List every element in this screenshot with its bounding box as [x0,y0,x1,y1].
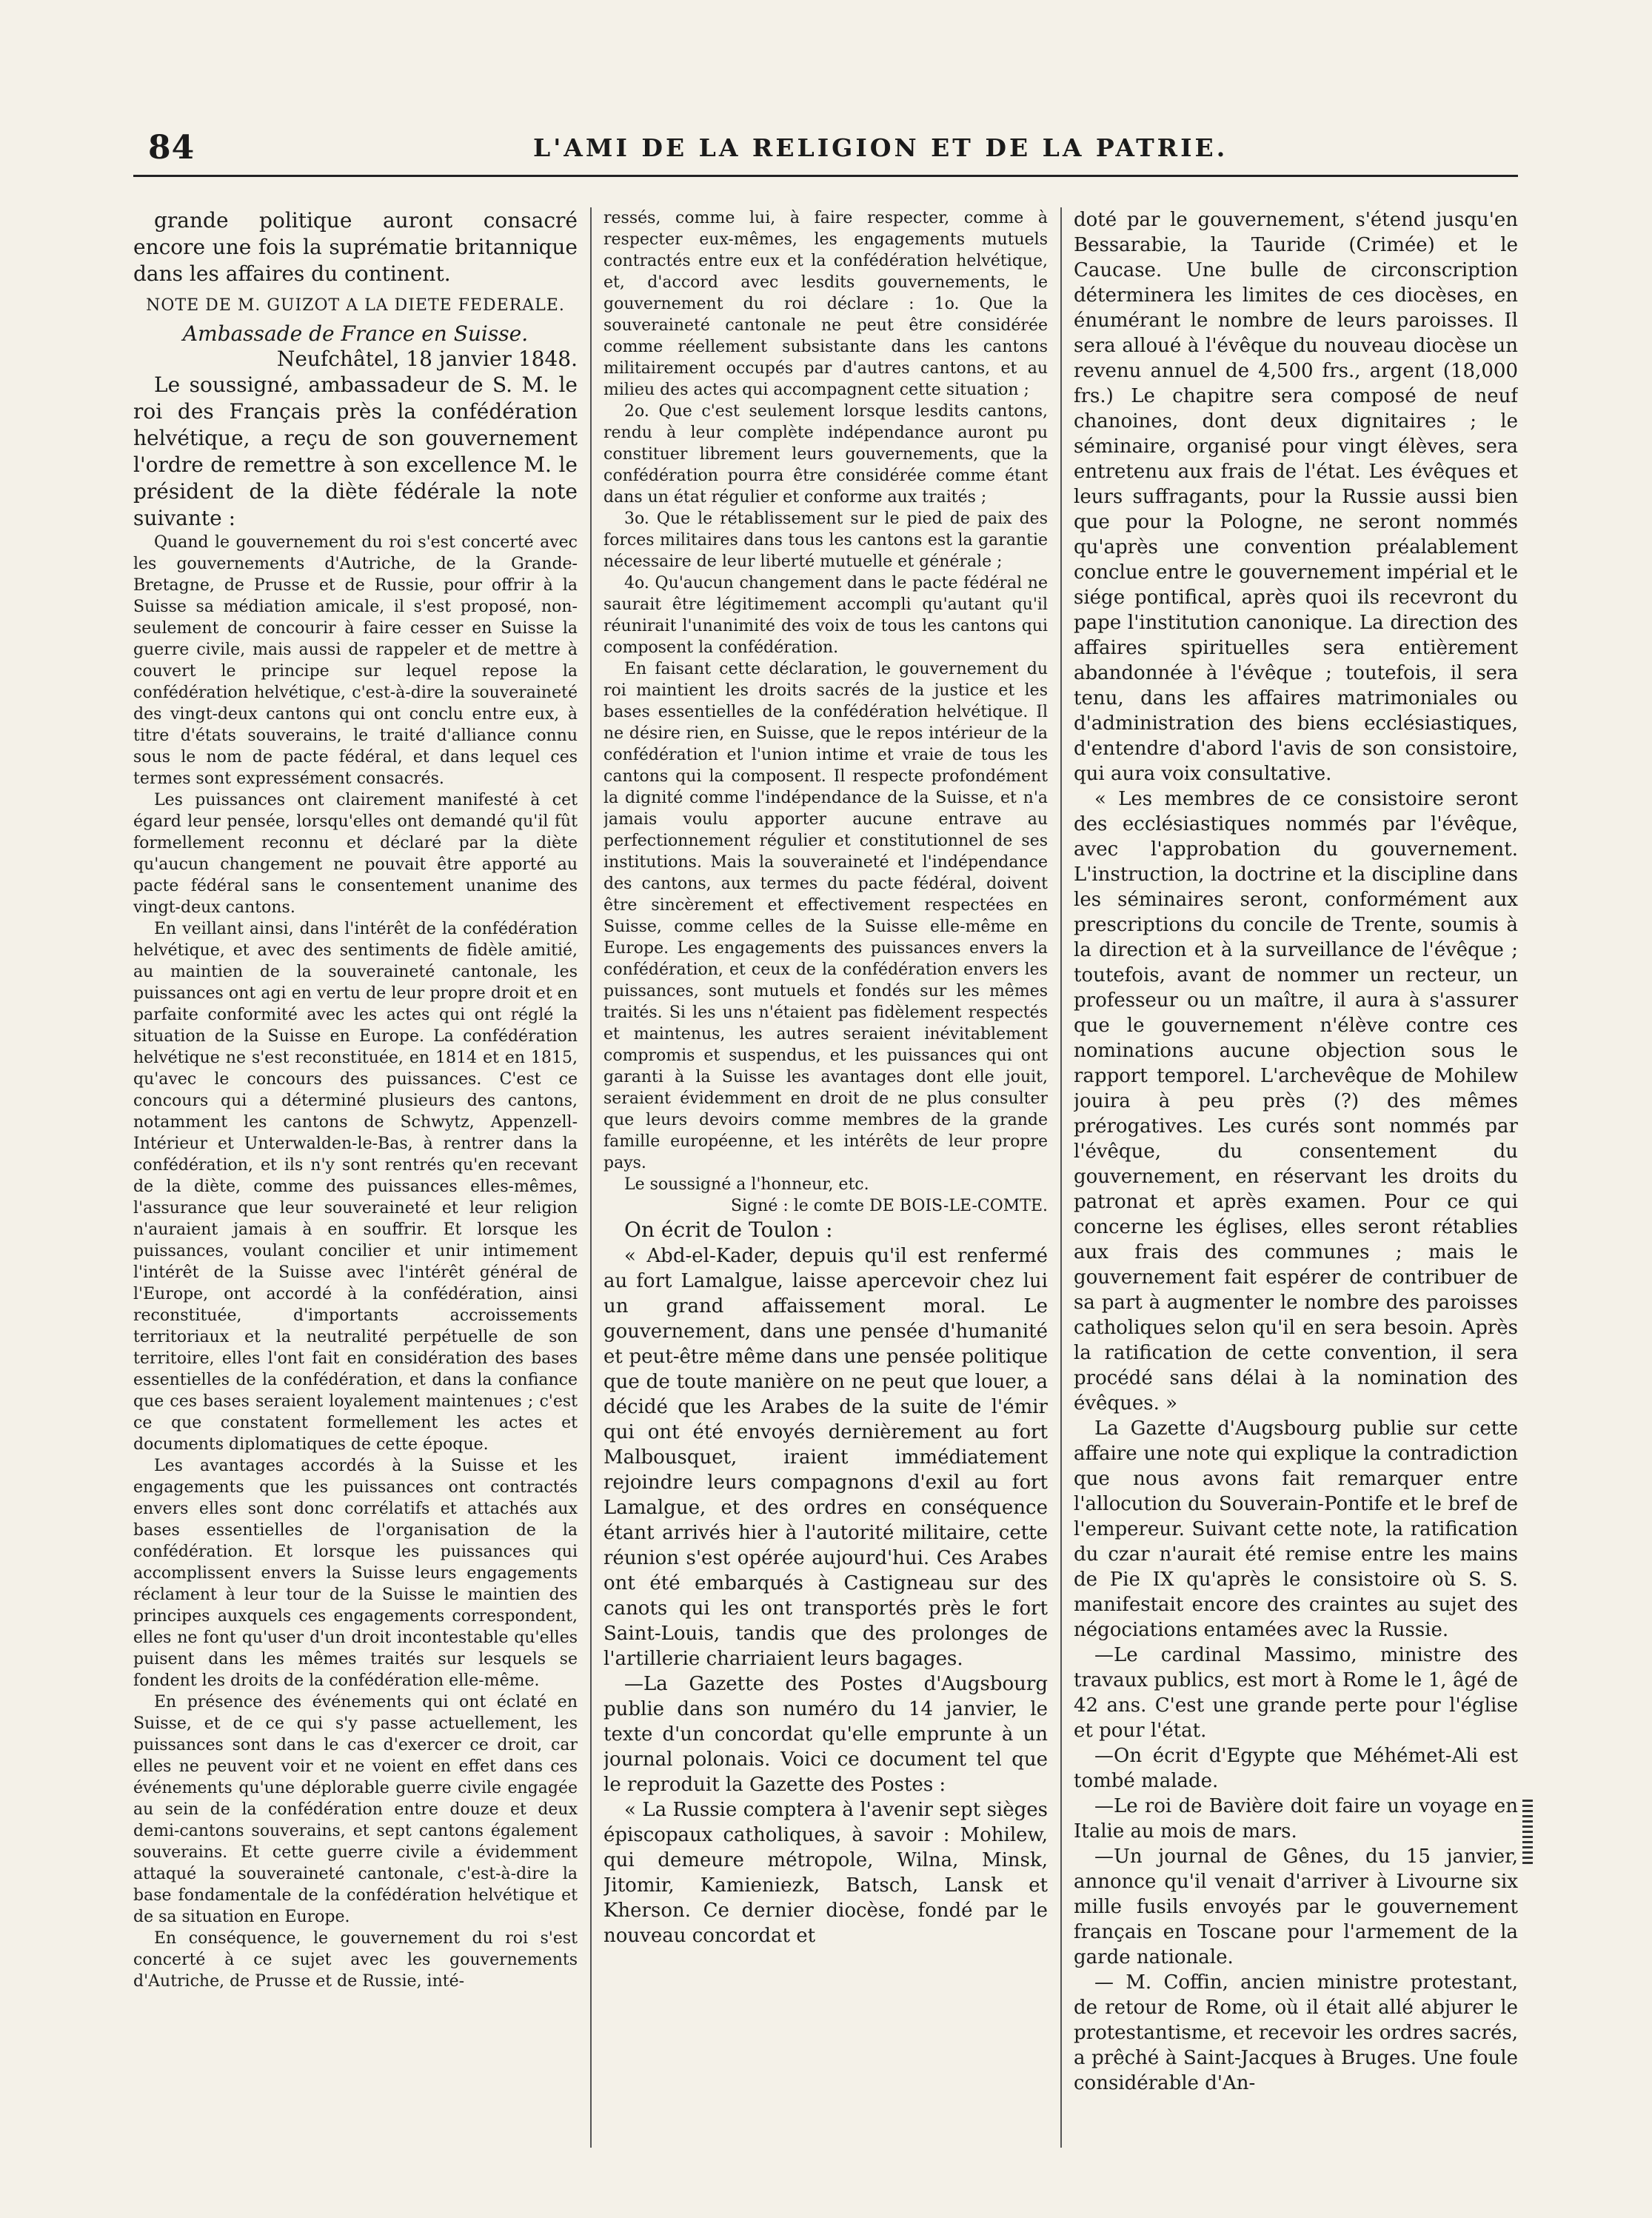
embassy-subheading: Ambassade de France en Suisse. [182,321,529,346]
margin-scan-mark [1522,1800,1533,1866]
header-rule [133,175,1518,177]
paragraph: Les puissances ont clairement manifesté à cet égard leur pensée, lorsqu'elles ont demandé qu'il fût formellement reconnu et déclaré par la diète qu'aucun changement ne pouvait être apporté au pacte fédéral sans le consentement unanime des vingt-deux cantons. [133,791,578,917]
paragraph: —Le roi de Bavière doit faire un voyage en Italie au mois de mars. [1074,1795,1518,1843]
running-title: L'AMI DE LA RELIGION ET DE LA PATRIE. [533,133,1228,162]
paragraph: Le soussigné, ambassadeur de S. M. le roi des Français près la confédération helvétique, a reçu de son gouvernement l'ordre de remettre à son excellence M. le président de la diète fédérale la note suivante : [133,373,578,530]
paragraph: « Les membres de ce consistoire seront des ecclésiastiques nommés par l'évêque, avec l'approbation du gouvernement. L'instruction, la doctrine et la discipline dans les séminaires seront, conformément aux prescriptions du concile de Trente, soumis à la direction et à la surveillance de l'évêque ; toutefois, avant de nommer un recteur, un professeur ou un maître, il aura à s'assurer que le gouvernement n'élève contre ces nominations aucune objection sous le rapport temporel. L'archevêque de Mohilew jouira à peu près (?) des mêmes prérogatives. Les curés sont nommés par l'évêque, du consentement du gouvernement, en réservant les droits du patronat et après examen. Pour ce qui concerne les églises, elles seront rétablies aux frais des communes ; mais le gouvernement fait espérer de contribuer de sa part à augmenter le nombre des paroisses catholiques selon qu'il en sera besoin. Après la ratification de cette convention, il sera procédé sans délai à la nomination des évêques. » [1074,788,1518,1414]
paragraph: ressés, comme lui, à faire respecter, comme à respecter eux-mêmes, les engagements mutuels contractés entre eux et la confédération helvétique, et, d'accord avec lesdits gouvernements, le gouvernement du roi déclare : 1o. Que la souveraineté cantonale ne peut être considérée comme réellement subsistante dans les cantons militairement occupés par d'autres cantons, et au milieu des actes qui accompagnent cette situation ; [603,209,1048,399]
paragraph: —On écrit d'Egypte que Méhémet-Ali est tombé malade. [1074,1745,1518,1792]
page-header [133,126,1518,178]
signature: Signé : le comte DE BOIS-LE-COMTE. [730,1197,1048,1215]
dateline: Neufchâtel, 18 janvier 1848. [276,347,578,371]
paragraph: En présence des événements qui ont éclaté en Suisse, et de ce qui s'y passe actuellement, les puissances sont dans le cas d'exercer ce droit, car elles ne peuvent voir et ne voient en effet dans ces événements qu'une déplorable guerre civile engagée au sein de la confédération entre douze et deux demi-cantons souverains, et sept cantons également souverains. Et cette guerre civile a évidemment attaqué la souveraineté cantonale, c'est-à-dire la base fondamentale de la confédération helvétique et de sa situation en Europe. [133,1693,578,1926]
paragraph: 3o. Que le rétablissement sur le pied de paix des forces militaires dans tous les cantons est la garantie nécessaire de leur liberté mutuelle et générale ; [603,510,1048,571]
paragraph: Les avantages accordés à la Suisse et les engagements que les puissances ont contractés envers elles sont donc corrélatifs et attachés aux bases essentielles de l'organisation de la confédération. Et lorsque les puissances qui accomplissent envers la Suisse leurs engagements réclament à leur tour de la Suisse le maintien des principes auxquels ces engagements correspondent, elles ne font qu'user d'un droit incontestable qu'elles puisent dans les mêmes traités sur lesquels se fondent les droits de la confédération elle-même. [133,1457,578,1690]
paragraph: 2o. Que c'est seulement lorsque lesdits cantons, rendu à leur complète indépendance auront pu constituer librement leurs gouvernements, que la confédération pourra être considérée comme étant dans un état régulier et conforme aux traités ; [603,402,1048,507]
paragraph: —La Gazette des Postes d'Augsbourg publie dans son numéro du 14 janvier, le texte d'un concordat qu'elle emprunte à un journal polonais. Voici ce document tel que le reproduit la Gazette des Postes : [603,1673,1048,1796]
paragraph: Quand le gouvernement du roi s'est concerté avec les gouvernements d'Autriche, de la Grande-Bretagne, de Prusse et de Russie, pour offrir à la Suisse sa médiation amicale, il s'est proposé, non-seulement de concourir à faire cesser en Suisse la guerre civile, mais aussi de rappeler et de mettre à couvert le principe sur lequel repose la confédération helvétique, c'est-à-dire la souveraineté des vingt-deux cantons qui ont conclu entre eux, à titre d'états souverains, le traité d'alliance connu sous le nom de pacte fédéral, et dans lequel ces termes sont expressément consacrés. [133,533,578,788]
paragraph: En conséquence, le gouvernement du roi s'est concerté à ce sujet avec les gouvernements d'Autriche, de Prusse et de Russie, inté- [133,1929,578,1991]
paragraph: — M. Coffin, ancien ministre protestant, de retour de Rome, où il était allé abjurer le protestantisme, et recevoir les ordres sacrés, a prêché à Saint-Jacques à Bruges. Une foule considérable d'An- [1074,1971,1518,2094]
paragraph: On écrit de Toulon : [624,1217,833,1242]
paragraph: En faisant cette déclaration, le gouvernement du roi maintient les droits sacrés de la justice et les bases essentielles de la confédération helvétique. Il ne désire rien, en Suisse, que le repos intérieur de la confédération et l'union intime et vraie de tous les cantons qui la composent. Il respecte profondément la dignité comme l'indépendance de la Suisse, et n'a jamais voulu apporter aucune entrave au perfectionnement régulier et constitutionnel de ses institutions. Mais la souveraineté et l'indépendance des cantons, aux termes du pacte fédéral, doivent être sincèrement et effectivement respectées en Suisse, comme celles de la Suisse elle-même en Europe. Les engagements des puissances envers la confédération, et ceux de la confédération envers les puissances, sont mutuels et fondés sur les mêmes traités. Si les uns n'étaient pas fidèlement respectés et maintenus, les autres seraient inévitablement compromis et suspendus, et les puissances qui ont garanti à la Suisse les avantages dont elle jouit, seraient évidemment en droit de ne plus consulter que leurs devoirs comme membres de la grande famille européenne, et les intérêts de leur propre pays. [603,660,1048,1172]
column-divider [590,207,592,2148]
section-heading: NOTE DE M. GUIZOT A LA DIETE FEDERALE. [146,296,565,315]
paragraph: grande politique auront consacré encore une fois la suprématie britannique dans les affaires du continent. [133,208,578,286]
column-2 [603,207,1048,2162]
paragraph: La Gazette d'Augsbourg publie sur cette affaire une note qui explique la contradiction que nous avons fait remarquer entre l'allocution du Souverain-Pontife et le bref de l'empereur. Suivant cette note, la ratification du czar n'aurait été remise entre les mains de Pie IX qu'après le consistoire où S. S. manifestait encore des craintes au sujet des négociations entamées avec la Russie. [1074,1417,1518,1641]
paragraph: —Un journal de Gênes, du 15 janvier, annonce qu'il venait d'arriver à Livourne six mille fusils envoyés par le gouvernement français en Toscane pour l'armement de la garde nationale. [1074,1845,1518,1968]
paragraph: « La Russie comptera à l'avenir sept sièges épiscopaux catholiques, à savoir : Mohilew, qui demeure métropole, Wilna, Minsk, Jitomir, Kamieniezk, Batsch, Lansk et Kherson. Ce dernier diocèse, fondé par le nouveau concordat et [603,1799,1048,1947]
paragraph: Le soussigné a l'honneur, etc. [624,1175,869,1194]
column-3 [1074,207,1518,2162]
column-1 [133,207,578,2162]
paragraph: « Abd-el-Kader, depuis qu'il est renfermé au fort Lamalgue, laisse apercevoir chez lui un grand affaissement moral. Le gouvernement, dans une pensée d'humanité et peut-être même dans une pensée politique que de toute manière on ne peut que louer, a décidé que les Arabes de la suite de l'émir qui ont été envoyés dernièrement au fort Malbousquet, iraient immédiatement rejoindre leurs compagnons d'exil au fort Lamalgue, et des ordres en conséquence étant arrivés hier à l'autorité militaire, cette réunion s'est opérée aujourd'hui. Ces Arabes ont été embarqués à Castigneau sur des canots qui les ont transportés près le fort Saint-Louis, tandis que des prolonges de l'artillerie charriaient leurs bagages. [603,1245,1048,1670]
paragraph: En veillant ainsi, dans l'intérêt de la confédération helvétique, et avec des sentiments de fidèle amitié, au maintien de la souveraineté cantonale, les puissances ont agi en vertu de leur propre droit et en parfaite conformité avec les actes qui ont réglé la situation de la Suisse en Europe. La confédération helvétique ne s'est reconstituée, en 1814 et en 1815, qu'avec le concours des puissances. C'est ce concours qui a déterminé plusieurs des cantons, notamment les cantons de Schwytz, Appenzell-Intérieur et Unterwalden-le-Bas, à rentrer dans la confédération, et ils n'y sont rentrés qu'en recevant de la diète, comme des puissances elles-mêmes, l'assurance que leur souveraineté et leur religion n'auraient jamais à en souffrir. Et lorsque les puissances, voulant concilier et unir intimement l'intérêt de la Suisse avec l'intérêt général de l'Europe, ont accordé à la confédération, ainsi reconstituée, d'importants accroissements territoriaux et la neutralité perpétuelle de son territoire, elles l'ont fait en considération des bases essentielles de la confédération, et dans la confiance que ces bases seraient loyalement maintenues ; c'est ce que constatent formellement les actes et documents diplomatiques de cette époque. [133,920,578,1454]
column-divider [1060,207,1062,2148]
paragraph: —Le cardinal Massimo, ministre des travaux publics, est mort à Rome le 1, âgé de 42 ans. C'est une grande perte pour l'église et pour l'état. [1074,1644,1518,1742]
newspaper-page [133,126,1518,2170]
paragraph: doté par le gouvernement, s'étend jusqu'en Bessarabie, la Tauride (Crimée) et le Caucase. Une bulle de circonscription déterminera les limites de ces diocèses, en énumérant le nombre de leurs paroisses. Il sera alloué à l'évêque du nouveau diocèse un revenu annuel de 4,500 frs., argent (18,000 frs.) Le chapitre sera composé de neuf chanoines, dont deux dignitaires ; le séminaire, organisé pour vingt élèves, sera entretenu aux frais de l'état. Les évêques et leurs suffragants, pour la Russie aussi bien que pour la Pologne, ne seront nommés qu'après une convention préalablement conclue entre le gouvernement impérial et le siége pontifical, après quoi ils recevront du pape l'institution canonique. La direction des affaires spirituelles sera entièrement abandonnée à l'évêque ; toutefois, il sera tenu, dans les affaires matrimoniales ou d'administration des biens ecclésiastiques, d'entendre d'abord l'avis de son consistoire, qui aura voix consultative. [1074,209,1518,785]
page-number: 84 [148,129,195,167]
paragraph: 4o. Qu'aucun changement dans le pacte fédéral ne saurait être légitimement accompli qu'autant qu'il réunirait l'unanimité des voix de tous les cantons qui composent la confédération. [603,574,1048,657]
